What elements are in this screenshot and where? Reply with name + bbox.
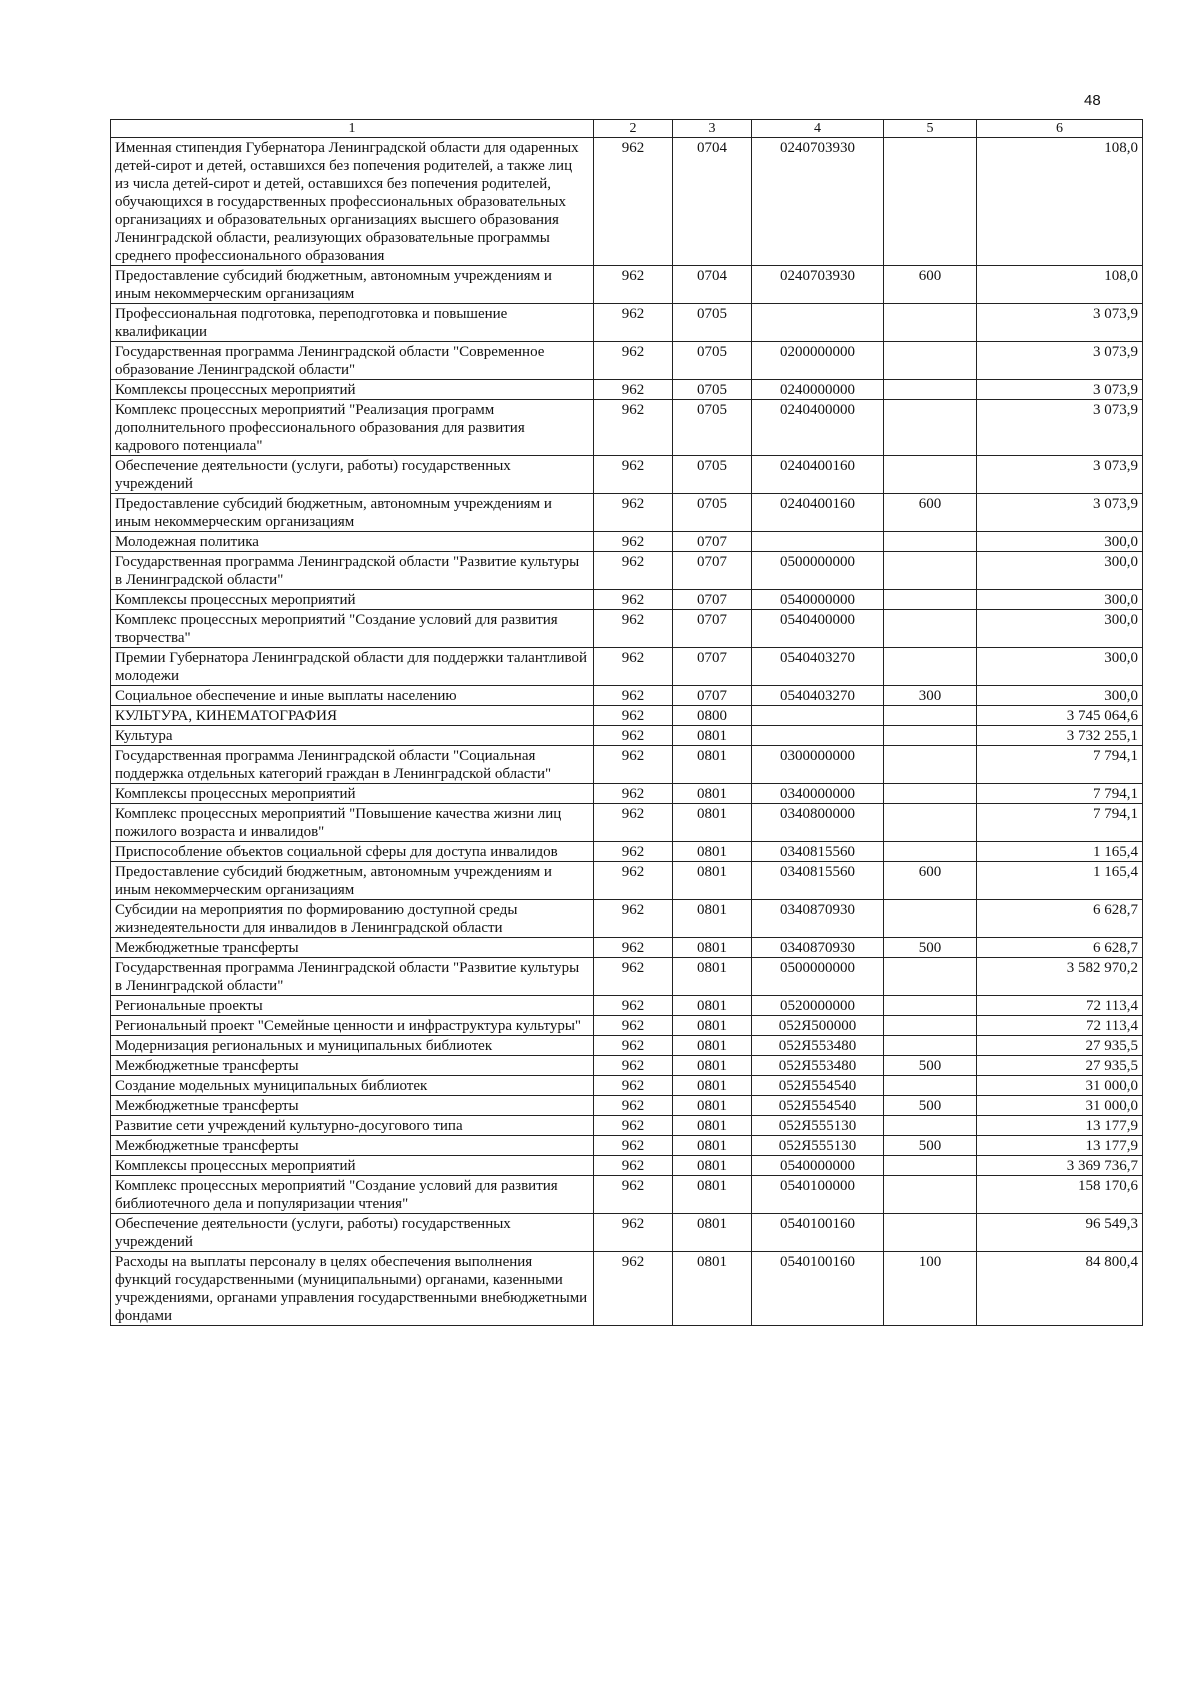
- table-row: [111, 648, 1143, 686]
- table-row: [111, 1116, 1143, 1136]
- amount: 6 628,7: [977, 938, 1143, 958]
- section-code: 0801: [673, 1056, 752, 1076]
- table-row: [111, 1156, 1143, 1176]
- expense-type-code: [884, 590, 977, 610]
- amount: 7 794,1: [977, 784, 1143, 804]
- column-header: 4: [752, 120, 884, 138]
- target-article-code: 0340870930: [752, 938, 884, 958]
- target-article-code: 0340870930: [752, 900, 884, 938]
- row-name: Обеспечение деятельности (услуги, работы) государственных учреждений: [111, 1214, 594, 1252]
- row-name: Приспособление объектов социальной сферы для доступа инвалидов: [111, 842, 594, 862]
- section-code: 0704: [673, 138, 752, 266]
- row-name: Социальное обеспечение и иные выплаты населению: [111, 686, 594, 706]
- table-row: [111, 862, 1143, 900]
- row-name: Модернизация региональных и муниципальных библиотек: [111, 1036, 594, 1056]
- expense-type-code: [884, 552, 977, 590]
- ministry-code: 962: [594, 1136, 673, 1156]
- target-article-code: 052Я553480: [752, 1036, 884, 1056]
- target-article-code: 0300000000: [752, 746, 884, 784]
- expense-type-code: [884, 996, 977, 1016]
- table-row: [111, 784, 1143, 804]
- section-code: 0705: [673, 304, 752, 342]
- row-name: Именная стипендия Губернатора Ленинградской области для одаренных детей-сирот и детей, оставшихся без попечения родителей, а также лиц из числа детей-сирот и детей, оставшихся без попечения родителей, обучающихся в государственных профессиональных образовательных организациях и образовательных организациях высшего образования Ленинградской области, реализующих образовательные программы среднего профессионального образования: [111, 138, 594, 266]
- row-name: Комплексы процессных мероприятий: [111, 380, 594, 400]
- amount: 1 165,4: [977, 842, 1143, 862]
- amount: 1 165,4: [977, 862, 1143, 900]
- table-row: [111, 552, 1143, 590]
- table-row: [111, 1076, 1143, 1096]
- amount: 300,0: [977, 610, 1143, 648]
- row-name: Региональный проект "Семейные ценности и инфраструктура культуры": [111, 1016, 594, 1036]
- expense-type-code: 500: [884, 1096, 977, 1116]
- ministry-code: 962: [594, 648, 673, 686]
- section-code: 0801: [673, 958, 752, 996]
- target-article-code: 0240400160: [752, 456, 884, 494]
- target-article-code: 0540400000: [752, 610, 884, 648]
- expense-type-code: [884, 380, 977, 400]
- column-number-row: [111, 120, 1143, 138]
- expense-type-code: [884, 400, 977, 456]
- section-code: 0705: [673, 342, 752, 380]
- expense-type-code: [884, 1156, 977, 1176]
- budget-table: [110, 119, 1143, 1326]
- amount: 27 935,5: [977, 1036, 1143, 1056]
- ministry-code: 962: [594, 746, 673, 784]
- target-article-code: 052Я555130: [752, 1136, 884, 1156]
- target-article-code: 052Я554540: [752, 1076, 884, 1096]
- table-row: [111, 400, 1143, 456]
- table-row: [111, 746, 1143, 784]
- target-article-code: 0540403270: [752, 686, 884, 706]
- section-code: 0801: [673, 746, 752, 784]
- ministry-code: 962: [594, 726, 673, 746]
- target-article-code: 052Я500000: [752, 1016, 884, 1036]
- section-code: 0801: [673, 1156, 752, 1176]
- section-code: 0801: [673, 726, 752, 746]
- target-article-code: 052Я554540: [752, 1096, 884, 1116]
- ministry-code: 962: [594, 610, 673, 648]
- row-name: Межбюджетные трансферты: [111, 938, 594, 958]
- amount: 3 732 255,1: [977, 726, 1143, 746]
- target-article-code: 0500000000: [752, 958, 884, 996]
- row-name: Межбюджетные трансферты: [111, 1096, 594, 1116]
- target-article-code: 052Я553480: [752, 1056, 884, 1076]
- expense-type-code: [884, 1116, 977, 1136]
- table-row: [111, 686, 1143, 706]
- amount: 300,0: [977, 532, 1143, 552]
- expense-type-code: [884, 842, 977, 862]
- table-row: [111, 958, 1143, 996]
- column-header: 3: [673, 120, 752, 138]
- section-code: 0704: [673, 266, 752, 304]
- ministry-code: 962: [594, 686, 673, 706]
- row-name: Комплекс процессных мероприятий "Повышение качества жизни лиц пожилого возраста и инвалидов": [111, 804, 594, 842]
- section-code: 0801: [673, 1214, 752, 1252]
- ministry-code: 962: [594, 456, 673, 494]
- section-code: 0801: [673, 1016, 752, 1036]
- amount: 3 582 970,2: [977, 958, 1143, 996]
- ministry-code: 962: [594, 958, 673, 996]
- expense-type-code: [884, 726, 977, 746]
- table-row: [111, 842, 1143, 862]
- amount: 3 073,9: [977, 304, 1143, 342]
- amount: 7 794,1: [977, 804, 1143, 842]
- expense-type-code: [884, 648, 977, 686]
- table-row: [111, 304, 1143, 342]
- section-code: 0707: [673, 532, 752, 552]
- table-row: [111, 726, 1143, 746]
- amount: 3 369 736,7: [977, 1156, 1143, 1176]
- row-name: Комплексы процессных мероприятий: [111, 590, 594, 610]
- section-code: 0705: [673, 400, 752, 456]
- table-row: [111, 804, 1143, 842]
- ministry-code: 962: [594, 1056, 673, 1076]
- column-header: 5: [884, 120, 977, 138]
- ministry-code: 962: [594, 342, 673, 380]
- row-name: Предоставление субсидий бюджетным, автономным учреждениям и иным некоммерческим организациям: [111, 862, 594, 900]
- table-row: [111, 1056, 1143, 1076]
- target-article-code: 0340800000: [752, 804, 884, 842]
- amount: 72 113,4: [977, 1016, 1143, 1036]
- expense-type-code: [884, 706, 977, 726]
- expense-type-code: [884, 1016, 977, 1036]
- amount: 300,0: [977, 648, 1143, 686]
- ministry-code: 962: [594, 400, 673, 456]
- section-code: 0801: [673, 1176, 752, 1214]
- expense-type-code: 500: [884, 938, 977, 958]
- amount: 300,0: [977, 552, 1143, 590]
- ministry-code: 962: [594, 1096, 673, 1116]
- section-code: 0707: [673, 610, 752, 648]
- row-name: Предоставление субсидий бюджетным, автономным учреждениям и иным некоммерческим организациям: [111, 494, 594, 532]
- expense-type-code: [884, 610, 977, 648]
- section-code: 0801: [673, 900, 752, 938]
- section-code: 0801: [673, 804, 752, 842]
- amount: 6 628,7: [977, 900, 1143, 938]
- ministry-code: 962: [594, 1176, 673, 1214]
- expense-type-code: 600: [884, 862, 977, 900]
- target-article-code: 0240703930: [752, 138, 884, 266]
- section-code: 0801: [673, 784, 752, 804]
- target-article-code: 052Я555130: [752, 1116, 884, 1136]
- table-row: [111, 342, 1143, 380]
- table-row: [111, 1214, 1143, 1252]
- column-header: 6: [977, 120, 1143, 138]
- ministry-code: 962: [594, 706, 673, 726]
- amount: 108,0: [977, 266, 1143, 304]
- amount: 300,0: [977, 686, 1143, 706]
- row-name: КУЛЬТУРА, КИНЕМАТОГРАФИЯ: [111, 706, 594, 726]
- row-name: Государственная программа Ленинградской области "Социальная поддержка отдельных категорий граждан в Ленинградской области": [111, 746, 594, 784]
- ministry-code: 962: [594, 842, 673, 862]
- expense-type-code: 600: [884, 266, 977, 304]
- row-name: Комплексы процессных мероприятий: [111, 1156, 594, 1176]
- section-code: 0705: [673, 380, 752, 400]
- amount: 3 073,9: [977, 380, 1143, 400]
- expense-type-code: [884, 1076, 977, 1096]
- page-number: 48: [1084, 92, 1101, 109]
- ministry-code: 962: [594, 266, 673, 304]
- section-code: 0801: [673, 1096, 752, 1116]
- amount: 3 073,9: [977, 400, 1143, 456]
- row-name: Развитие сети учреждений культурно-досугового типа: [111, 1116, 594, 1136]
- ministry-code: 962: [594, 494, 673, 532]
- target-article-code: 0340815560: [752, 842, 884, 862]
- section-code: 0801: [673, 862, 752, 900]
- expense-type-code: [884, 342, 977, 380]
- expense-type-code: [884, 304, 977, 342]
- amount: 3 073,9: [977, 494, 1143, 532]
- section-code: 0801: [673, 842, 752, 862]
- row-name: Комплекс процессных мероприятий "Реализация программ дополнительного профессионального образования для развития кадрового потенциала": [111, 400, 594, 456]
- ministry-code: 962: [594, 1116, 673, 1136]
- ministry-code: 962: [594, 304, 673, 342]
- target-article-code: 0540403270: [752, 648, 884, 686]
- target-article-code: 0500000000: [752, 552, 884, 590]
- table-row: [111, 1096, 1143, 1116]
- expense-type-code: [884, 1214, 977, 1252]
- ministry-code: 962: [594, 1214, 673, 1252]
- amount: 300,0: [977, 590, 1143, 610]
- row-name: Субсидии на мероприятия по формированию доступной среды жизнедеятельности для инвалидов в Ленинградской области: [111, 900, 594, 938]
- table-row: [111, 138, 1143, 266]
- target-article-code: 0340815560: [752, 862, 884, 900]
- expense-type-code: 500: [884, 1056, 977, 1076]
- target-article-code: 0240703930: [752, 266, 884, 304]
- row-name: Межбюджетные трансферты: [111, 1056, 594, 1076]
- row-name: Межбюджетные трансферты: [111, 1136, 594, 1156]
- table-row: [111, 706, 1143, 726]
- table-row: [111, 532, 1143, 552]
- amount: 96 549,3: [977, 1214, 1143, 1252]
- row-name: Культура: [111, 726, 594, 746]
- amount: 3 745 064,6: [977, 706, 1143, 726]
- section-code: 0705: [673, 456, 752, 494]
- ministry-code: 962: [594, 138, 673, 266]
- row-name: Премии Губернатора Ленинградской области для поддержки талантливой молодежи: [111, 648, 594, 686]
- target-article-code: 0540100160: [752, 1214, 884, 1252]
- amount: 72 113,4: [977, 996, 1143, 1016]
- ministry-code: 962: [594, 1076, 673, 1096]
- table-row: [111, 1136, 1143, 1156]
- row-name: Комплексы процессных мероприятий: [111, 784, 594, 804]
- table-row: [111, 590, 1143, 610]
- section-code: 0707: [673, 648, 752, 686]
- target-article-code: 0540000000: [752, 590, 884, 610]
- table-row: [111, 494, 1143, 532]
- target-article-code: 0340000000: [752, 784, 884, 804]
- table-row: [111, 610, 1143, 648]
- target-article-code: 0240000000: [752, 380, 884, 400]
- ministry-code: 962: [594, 900, 673, 938]
- target-article-code: 0540000000: [752, 1156, 884, 1176]
- amount: 13 177,9: [977, 1116, 1143, 1136]
- amount: 3 073,9: [977, 342, 1143, 380]
- row-name: Расходы на выплаты персоналу в целях обеспечения выполнения функций государственными (муниципальными) органами, казенными учреждениями, органами управления государственными внебюджетными фондами: [111, 1252, 594, 1326]
- amount: 84 800,4: [977, 1252, 1143, 1326]
- target-article-code: [752, 706, 884, 726]
- row-name: Комплекс процессных мероприятий "Создание условий для развития творчества": [111, 610, 594, 648]
- amount: 3 073,9: [977, 456, 1143, 494]
- target-article-code: 0540100000: [752, 1176, 884, 1214]
- row-name: Профессиональная подготовка, переподготовка и повышение квалификации: [111, 304, 594, 342]
- expense-type-code: [884, 456, 977, 494]
- target-article-code: 0240400000: [752, 400, 884, 456]
- table-row: [111, 266, 1143, 304]
- row-name: Государственная программа Ленинградской области "Развитие культуры в Ленинградской области": [111, 958, 594, 996]
- row-name: Государственная программа Ленинградской области "Развитие культуры в Ленинградской области": [111, 552, 594, 590]
- row-name: Молодежная политика: [111, 532, 594, 552]
- target-article-code: [752, 726, 884, 746]
- target-article-code: 0520000000: [752, 996, 884, 1016]
- table-row: [111, 380, 1143, 400]
- ministry-code: 962: [594, 1156, 673, 1176]
- amount: 31 000,0: [977, 1076, 1143, 1096]
- section-code: 0707: [673, 590, 752, 610]
- ministry-code: 962: [594, 590, 673, 610]
- table-row: [111, 1252, 1143, 1326]
- target-article-code: [752, 304, 884, 342]
- target-article-code: 0540100160: [752, 1252, 884, 1326]
- amount: 31 000,0: [977, 1096, 1143, 1116]
- ministry-code: 962: [594, 1036, 673, 1056]
- amount: 27 935,5: [977, 1056, 1143, 1076]
- row-name: Комплекс процессных мероприятий "Создание условий для развития библиотечного дела и популяризации чтения": [111, 1176, 594, 1214]
- table-row: [111, 1176, 1143, 1214]
- column-header: 2: [594, 120, 673, 138]
- ministry-code: 962: [594, 1252, 673, 1326]
- expense-type-code: 100: [884, 1252, 977, 1326]
- ministry-code: 962: [594, 996, 673, 1016]
- section-code: 0801: [673, 1252, 752, 1326]
- expense-type-code: 300: [884, 686, 977, 706]
- table-row: [111, 1036, 1143, 1056]
- section-code: 0705: [673, 494, 752, 532]
- expense-type-code: [884, 746, 977, 784]
- expense-type-code: [884, 784, 977, 804]
- ministry-code: 962: [594, 532, 673, 552]
- amount: 13 177,9: [977, 1136, 1143, 1156]
- section-code: 0707: [673, 686, 752, 706]
- expense-type-code: 600: [884, 494, 977, 532]
- amount: 158 170,6: [977, 1176, 1143, 1214]
- expense-type-code: 500: [884, 1136, 977, 1156]
- ministry-code: 962: [594, 380, 673, 400]
- ministry-code: 962: [594, 862, 673, 900]
- section-code: 0801: [673, 1136, 752, 1156]
- column-header: 1: [111, 120, 594, 138]
- expense-type-code: [884, 958, 977, 996]
- table-row: [111, 938, 1143, 958]
- section-code: 0707: [673, 552, 752, 590]
- ministry-code: 962: [594, 804, 673, 842]
- ministry-code: 962: [594, 1016, 673, 1036]
- section-code: 0801: [673, 996, 752, 1016]
- section-code: 0801: [673, 938, 752, 958]
- expense-type-code: [884, 1036, 977, 1056]
- table-row: [111, 1016, 1143, 1036]
- target-article-code: 0200000000: [752, 342, 884, 380]
- row-name: Обеспечение деятельности (услуги, работы) государственных учреждений: [111, 456, 594, 494]
- expense-type-code: [884, 900, 977, 938]
- section-code: 0800: [673, 706, 752, 726]
- row-name: Создание модельных муниципальных библиотек: [111, 1076, 594, 1096]
- amount: 108,0: [977, 138, 1143, 266]
- expense-type-code: [884, 1176, 977, 1214]
- target-article-code: 0240400160: [752, 494, 884, 532]
- expense-type-code: [884, 804, 977, 842]
- ministry-code: 962: [594, 784, 673, 804]
- section-code: 0801: [673, 1116, 752, 1136]
- expense-type-code: [884, 138, 977, 266]
- section-code: 0801: [673, 1036, 752, 1056]
- table-row: [111, 996, 1143, 1016]
- expense-type-code: [884, 532, 977, 552]
- ministry-code: 962: [594, 552, 673, 590]
- row-name: Региональные проекты: [111, 996, 594, 1016]
- row-name: Государственная программа Ленинградской области "Современное образование Ленинградской области": [111, 342, 594, 380]
- target-article-code: [752, 532, 884, 552]
- section-code: 0801: [673, 1076, 752, 1096]
- table-row: [111, 900, 1143, 938]
- ministry-code: 962: [594, 938, 673, 958]
- row-name: Предоставление субсидий бюджетным, автономным учреждениям и иным некоммерческим организациям: [111, 266, 594, 304]
- table-row: [111, 456, 1143, 494]
- amount: 7 794,1: [977, 746, 1143, 784]
